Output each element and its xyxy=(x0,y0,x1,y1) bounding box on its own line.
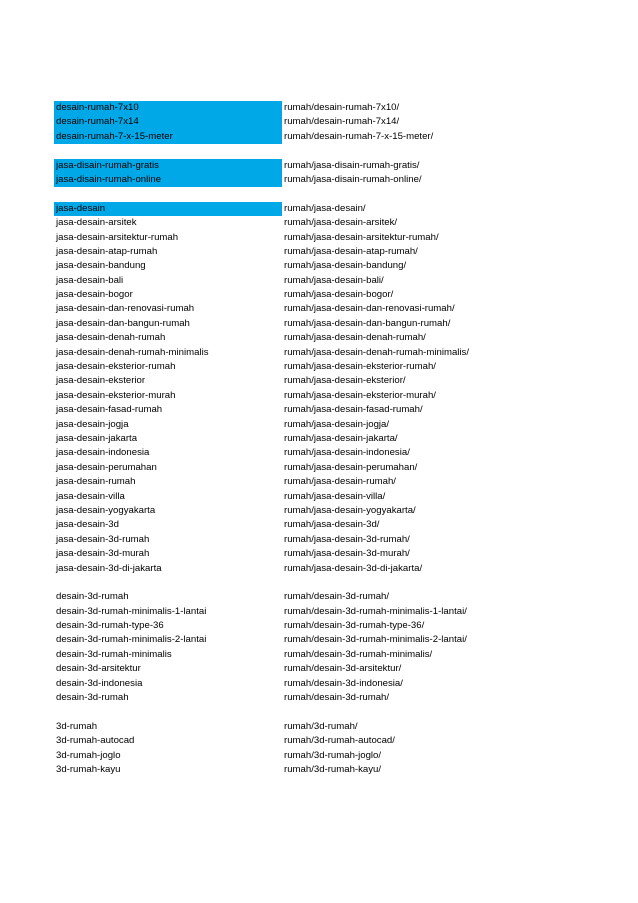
keyword-cell: 3d-rumah-joglo xyxy=(56,749,121,761)
keyword-cell: desain-rumah-7-x-15-meter xyxy=(54,130,282,144)
table-row xyxy=(54,202,514,216)
keyword-cell: jasa-desain-dan-renovasi-rumah xyxy=(56,303,195,315)
table-row xyxy=(54,418,514,432)
keyword-cell: 3d-rumah-autocad xyxy=(56,735,135,747)
table-row xyxy=(54,346,514,360)
keyword-cell: jasa-desain-rumah xyxy=(56,476,136,488)
table-row xyxy=(54,749,514,763)
keyword-cell: jasa-desain-indonesia xyxy=(56,447,150,459)
keyword-cell: desain-rumah-7x14 xyxy=(54,115,282,129)
blank-row xyxy=(54,705,514,719)
url-cell: rumah/desain-rumah-7x14/ xyxy=(284,116,400,128)
url-cell: rumah/jasa-desain-dan-renovasi-rumah/ xyxy=(284,303,455,315)
url-cell: rumah/jasa-desain-fasad-rumah/ xyxy=(284,404,423,416)
keyword-cell: desain-rumah-7x10 xyxy=(54,101,282,115)
keyword-cell: jasa-disain-rumah-online xyxy=(54,173,282,187)
url-cell: rumah/3d-rumah-kayu/ xyxy=(284,763,382,775)
keyword-cell: jasa-disain-rumah-gratis xyxy=(54,159,282,173)
table-row xyxy=(54,691,514,705)
url-cell: rumah/jasa-desain-eksterior-murah/ xyxy=(284,389,436,401)
keyword-cell: jasa-desain-villa xyxy=(56,490,125,502)
table-row xyxy=(54,331,514,345)
table-row xyxy=(54,101,514,115)
url-cell: rumah/jasa-desain-dan-bangun-rumah/ xyxy=(284,317,451,329)
url-cell: rumah/jasa-desain-eksterior-rumah/ xyxy=(284,361,436,373)
keyword-cell: jasa-desain-3d xyxy=(56,519,119,531)
url-cell: rumah/jasa-desain-bali/ xyxy=(284,274,384,286)
url-cell: rumah/jasa-desain-villa/ xyxy=(284,490,386,502)
table-row xyxy=(54,159,514,173)
keyword-cell: jasa-desain-atap-rumah xyxy=(56,245,158,257)
table-row xyxy=(54,317,514,331)
keyword-cell: jasa-desain-bali xyxy=(56,274,124,286)
blank-row xyxy=(54,144,514,158)
table-row xyxy=(54,533,514,547)
keyword-cell: jasa-desain-3d-rumah xyxy=(56,533,150,545)
table-row xyxy=(54,763,514,777)
keyword-cell: jasa-desain-denah-rumah xyxy=(56,332,166,344)
table-row xyxy=(54,490,514,504)
keyword-cell: desain-3d-rumah xyxy=(56,591,129,603)
keyword-cell: jasa-desain-3d-di-jakarta xyxy=(56,562,162,574)
keyword-cell: desain-3d-rumah-type-36 xyxy=(56,620,164,632)
table-row xyxy=(54,115,514,129)
url-cell: rumah/desain-3d-arsitektur/ xyxy=(284,663,402,675)
keyword-cell: desain-3d-rumah-minimalis xyxy=(56,648,172,660)
keyword-cell: 3d-rumah-kayu xyxy=(56,763,121,775)
keyword-cell: desain-3d-arsitektur xyxy=(56,663,141,675)
keyword-cell: jasa-desain-perumahan xyxy=(56,461,157,473)
keyword-cell: jasa-desain-jakarta xyxy=(56,432,138,444)
url-cell: rumah/desain-3d-rumah/ xyxy=(284,591,390,603)
url-cell: rumah/jasa-desain-jakarta/ xyxy=(284,432,398,444)
keyword-cell: desain-3d-rumah-minimalis-2-lantai xyxy=(56,634,207,646)
keyword-cell: jasa-desain-bogor xyxy=(56,289,133,301)
url-cell: rumah/jasa-desain-atap-rumah/ xyxy=(284,245,418,257)
url-cell: rumah/jasa-disain-rumah-online/ xyxy=(284,173,422,185)
url-cell: rumah/jasa-desain-jogja/ xyxy=(284,418,390,430)
table-row xyxy=(54,374,514,388)
url-cell: rumah/desain-3d-rumah-minimalis/ xyxy=(284,648,433,660)
url-cell: rumah/jasa-disain-rumah-gratis/ xyxy=(284,159,420,171)
url-cell: rumah/desain-3d-rumah-type-36/ xyxy=(284,620,425,632)
table-row xyxy=(54,432,514,446)
keyword-cell: jasa-desain-fasad-rumah xyxy=(56,404,163,416)
blank-row xyxy=(54,576,514,590)
url-cell: rumah/3d-rumah-autocad/ xyxy=(284,735,395,747)
url-cell: rumah/jasa-desain-denah-rumah/ xyxy=(284,332,426,344)
url-cell: rumah/jasa-desain-3d/ xyxy=(284,519,380,531)
url-cell: rumah/jasa-desain-yogyakarta/ xyxy=(284,504,416,516)
table-row xyxy=(54,461,514,475)
keyword-cell: jasa-desain-bandung xyxy=(56,260,146,272)
url-cell: rumah/jasa-desain-eksterior/ xyxy=(284,375,406,387)
url-cell: rumah/jasa-desain-indonesia/ xyxy=(284,447,410,459)
table-row xyxy=(54,231,514,245)
table-row xyxy=(54,648,514,662)
url-cell: rumah/jasa-desain-bandung/ xyxy=(284,260,407,272)
table-row xyxy=(54,245,514,259)
url-cell: rumah/3d-rumah-joglo/ xyxy=(284,749,382,761)
url-cell: rumah/desain-3d-rumah-minimalis-2-lantai/ xyxy=(284,634,467,646)
table-row xyxy=(54,518,514,532)
table-row xyxy=(54,504,514,518)
keyword-cell: desain-3d-indonesia xyxy=(56,677,143,689)
table-row xyxy=(54,619,514,633)
table-row xyxy=(54,173,514,187)
url-cell: rumah/desain-3d-rumah/ xyxy=(284,692,390,704)
url-cell: rumah/jasa-desain-3d-di-jakarta/ xyxy=(284,562,423,574)
table-row xyxy=(54,677,514,691)
table-row xyxy=(54,475,514,489)
table-row xyxy=(54,389,514,403)
url-cell: rumah/jasa-desain/ xyxy=(284,202,366,214)
keyword-cell: 3d-rumah xyxy=(56,720,98,732)
url-cell: rumah/3d-rumah/ xyxy=(284,720,358,732)
table-row xyxy=(54,274,514,288)
url-cell: rumah/jasa-desain-bogor/ xyxy=(284,289,394,301)
keyword-cell: jasa-desain-eksterior-murah xyxy=(56,389,176,401)
table-row xyxy=(54,590,514,604)
keyword-cell: jasa-desain xyxy=(54,202,282,216)
table-row xyxy=(54,259,514,273)
table-row xyxy=(54,605,514,619)
table-row xyxy=(54,720,514,734)
keyword-url-table xyxy=(54,101,514,777)
table-row xyxy=(54,547,514,561)
url-cell: rumah/jasa-desain-denah-rumah-minimalis/ xyxy=(284,346,470,358)
keyword-cell: jasa-desain-arsitek xyxy=(56,217,137,229)
url-cell: rumah/jasa-desain-3d-murah/ xyxy=(284,548,410,560)
url-cell: rumah/desain-rumah-7-x-15-meter/ xyxy=(284,130,434,142)
table-row xyxy=(54,216,514,230)
url-cell: rumah/jasa-desain-rumah/ xyxy=(284,476,396,488)
table-row xyxy=(54,360,514,374)
url-cell: rumah/jasa-desain-perumahan/ xyxy=(284,461,418,473)
table-row xyxy=(54,633,514,647)
keyword-cell: jasa-desain-eksterior xyxy=(56,375,146,387)
table-row xyxy=(54,562,514,576)
table-row xyxy=(54,288,514,302)
keyword-cell: desain-3d-rumah xyxy=(56,692,129,704)
url-cell: rumah/desain-rumah-7x10/ xyxy=(284,102,400,113)
keyword-cell: jasa-desain-denah-rumah-minimalis xyxy=(56,346,209,358)
table-row xyxy=(54,130,514,144)
url-cell: rumah/desain-3d-indonesia/ xyxy=(284,677,403,689)
keyword-cell: desain-3d-rumah-minimalis-1-lantai xyxy=(56,605,207,617)
keyword-cell: jasa-desain-yogyakarta xyxy=(56,504,156,516)
blank-row xyxy=(54,187,514,201)
keyword-cell: jasa-desain-jogja xyxy=(56,418,129,430)
table-row xyxy=(54,302,514,316)
url-cell: rumah/jasa-desain-3d-rumah/ xyxy=(284,533,410,545)
url-cell: rumah/desain-3d-rumah-minimalis-1-lantai/ xyxy=(284,605,467,617)
keyword-cell: jasa-desain-3d-murah xyxy=(56,548,150,560)
table-row xyxy=(54,403,514,417)
table-row xyxy=(54,446,514,460)
keyword-cell: jasa-desain-arsitektur-rumah xyxy=(56,231,179,243)
table-row xyxy=(54,734,514,748)
url-cell: rumah/jasa-desain-arsitektur-rumah/ xyxy=(284,231,439,243)
keyword-cell: jasa-desain-dan-bangun-rumah xyxy=(56,317,190,329)
keyword-cell: jasa-desain-eksterior-rumah xyxy=(56,361,176,373)
url-cell: rumah/jasa-desain-arsitek/ xyxy=(284,217,398,229)
table-row xyxy=(54,662,514,676)
